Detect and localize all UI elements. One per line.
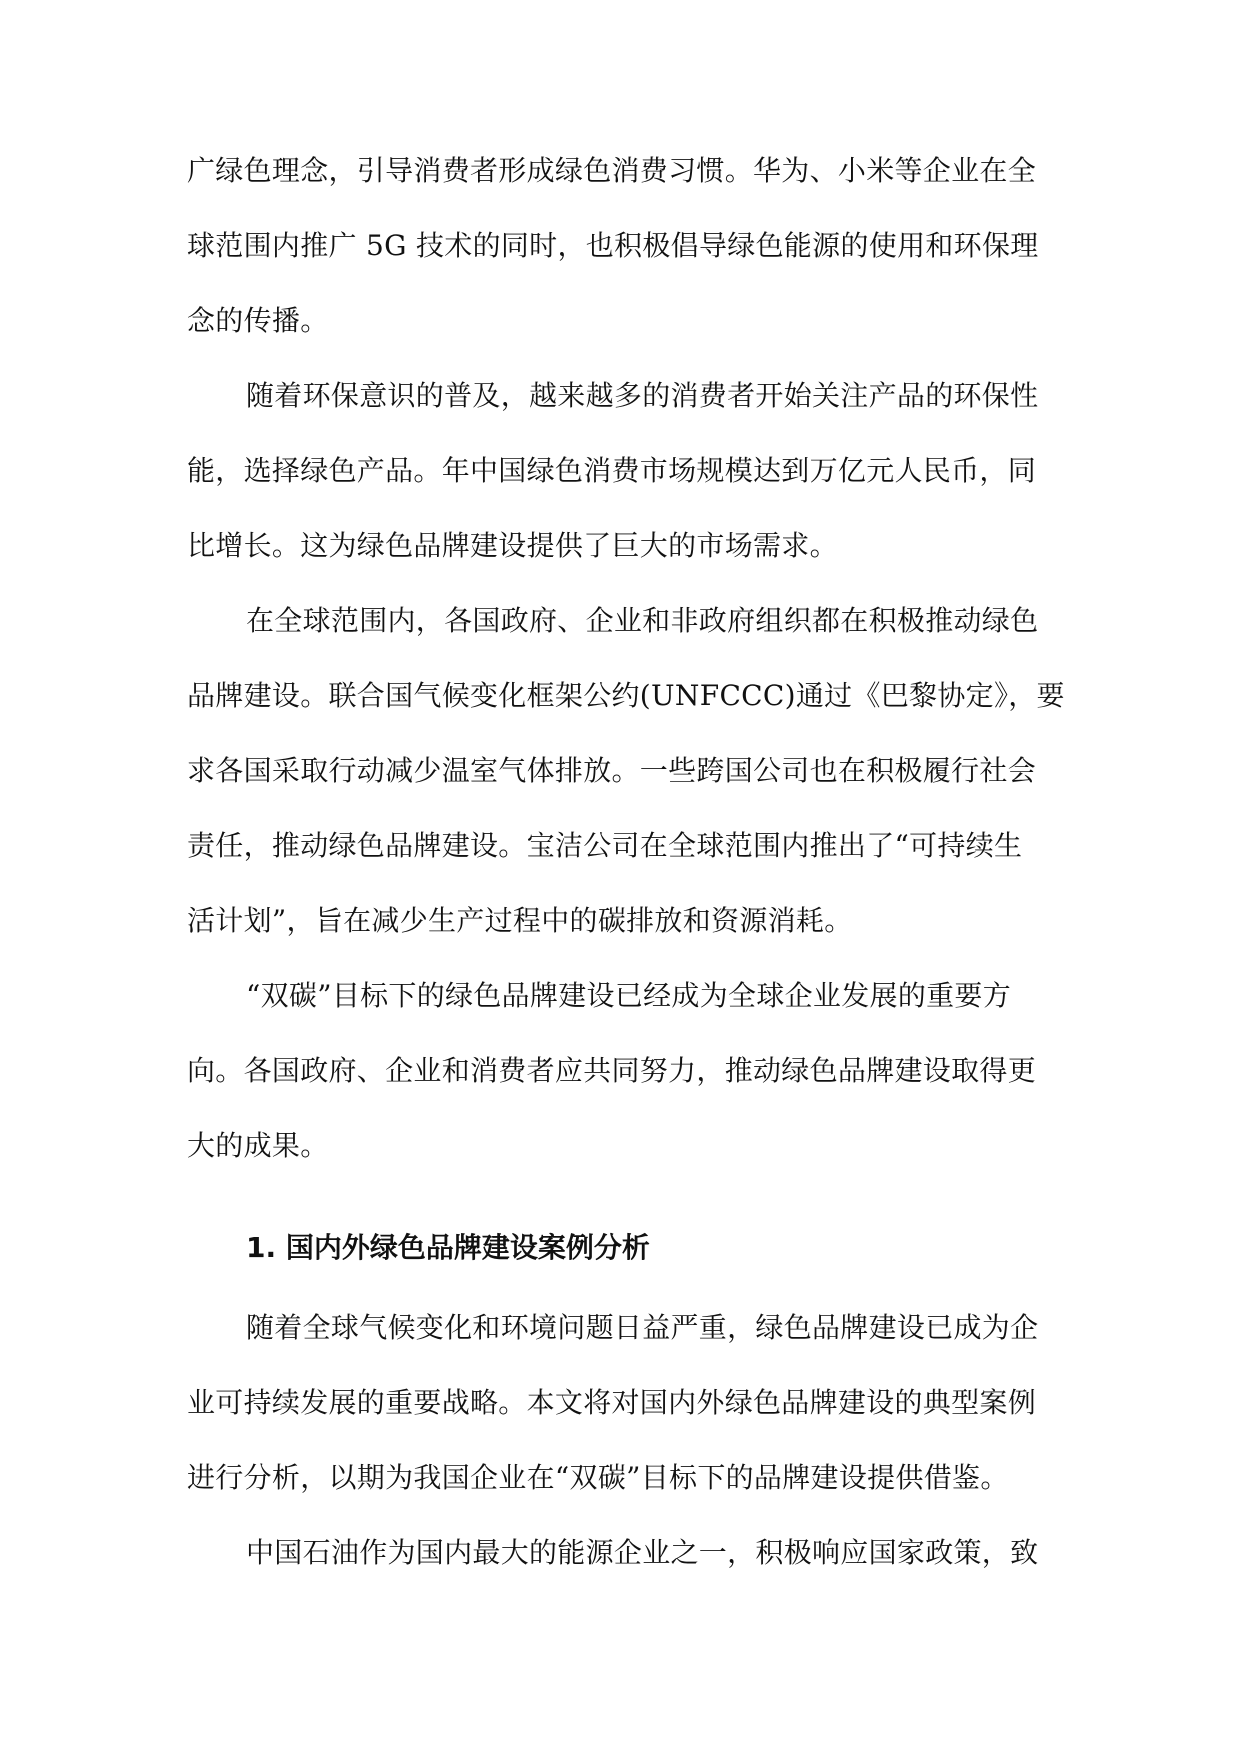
text-line: 求各国采取行动减少温室气体排放。一些跨国公司也在积极履行社会 <box>187 754 1037 787</box>
text-line: 球范围内推广 5G 技术的同时，也积极倡导绿色能源的使用和环保理 <box>187 229 1039 262</box>
text-line: 念的传播。 <box>187 304 329 337</box>
text-line: 活计划”，旨在减少生产过程中的碳排放和资源消耗。 <box>187 904 853 937</box>
text-line: 中国石油作为国内最大的能源企业之一，积极响应国家政策，致 <box>246 1536 1039 1569</box>
text-line: 比增长。这为绿色品牌建设提供了巨大的市场需求。 <box>187 529 838 562</box>
section-heading: 1. 国内外绿色品牌建设案例分析 <box>246 1231 650 1264</box>
text-line: 在全球范围内，各国政府、企业和非政府组织都在积极推动绿色 <box>246 604 1039 637</box>
text-line: 能，选择绿色产品。年中国绿色消费市场规模达到万亿元人民币，同 <box>187 454 1037 487</box>
text-line: 广绿色理念，引导消费者形成绿色消费习惯。华为、小米等企业在全 <box>187 154 1037 187</box>
text-line: 进行分析，以期为我国企业在“双碳”目标下的品牌建设提供借鉴。 <box>187 1461 1009 1494</box>
text-line: 向。各国政府、企业和消费者应共同努力，推动绿色品牌建设取得更 <box>187 1054 1037 1087</box>
text-line: 业可持续发展的重要战略。本文将对国内外绿色品牌建设的典型案例 <box>187 1386 1037 1419</box>
text-line: 责任，推动绿色品牌建设。宝洁公司在全球范围内推出了“可持续生 <box>187 829 1023 862</box>
text-line: 随着全球气候变化和环境问题日益严重，绿色品牌建设已成为企 <box>246 1311 1039 1344</box>
text-line: 大的成果。 <box>187 1129 329 1162</box>
text-line: “双碳”目标下的绿色品牌建设已经成为全球企业发展的重要方 <box>246 979 1012 1012</box>
text-line: 随着环保意识的普及，越来越多的消费者开始关注产品的环保性 <box>246 379 1039 412</box>
text-line: 品牌建设。联合国气候变化框架公约(UNFCCC)通过《巴黎协定》，要 <box>187 679 1065 712</box>
